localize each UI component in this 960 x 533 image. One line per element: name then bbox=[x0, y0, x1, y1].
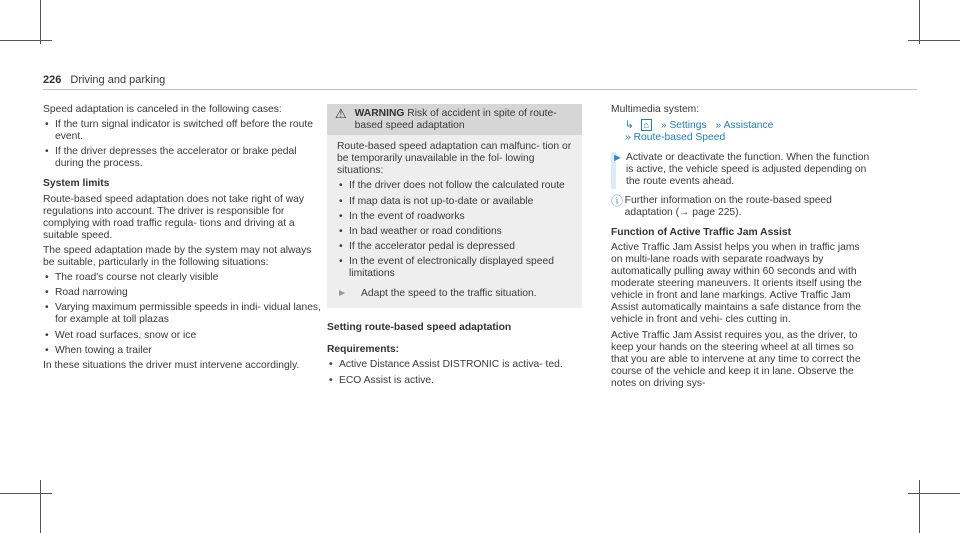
chevron-icon: » bbox=[715, 120, 722, 132]
list-item: • Active Distance Assist DISTRONIC is activa- ted. bbox=[327, 359, 582, 371]
list-item: • If the turn signal indicator is switched off before the route event. bbox=[43, 119, 323, 143]
action-bar bbox=[611, 152, 623, 188]
action-arrow-icon: ► bbox=[612, 152, 623, 165]
warning-title: Risk of accident in spite of route-based speed adaptation bbox=[354, 108, 557, 132]
warning-box bbox=[327, 104, 582, 308]
home-icon: ⌂ bbox=[641, 119, 652, 131]
list-item: • The road's course not clearly visible bbox=[43, 272, 323, 284]
multimedia-label: Multimedia system: bbox=[611, 104, 700, 115]
action-text: Activate or deactivate the function. When the function is active, the vehicle speed is adjusted depending on the route events ahead. bbox=[625, 152, 870, 188]
action-arrow-icon: ► bbox=[337, 288, 348, 300]
cancel-intro: Speed adaptation is canceled in the following cases: bbox=[43, 104, 282, 115]
menu-settings: Settings bbox=[669, 120, 707, 132]
menu-assistance: Assistance bbox=[723, 120, 774, 132]
warning-label: WARNING bbox=[354, 108, 405, 119]
list-item: • When towing a trailer bbox=[43, 345, 323, 357]
warning-header bbox=[327, 104, 582, 135]
list-item: • ECO Assist is active. bbox=[327, 375, 582, 387]
column-left bbox=[43, 104, 323, 375]
tja-heading: Function of Active Traffic Jam Assist bbox=[611, 226, 792, 238]
warning-body bbox=[327, 135, 582, 308]
page-number: 226 bbox=[43, 74, 62, 86]
crop-mark bbox=[40, 0, 41, 44]
system-limits-heading: System limits bbox=[43, 178, 110, 190]
crop-mark bbox=[919, 0, 920, 44]
list-item: • Road narrowing bbox=[43, 287, 323, 299]
crop-mark bbox=[40, 480, 41, 533]
warning-action-text: Adapt the speed to the traffic situation. bbox=[361, 288, 537, 300]
list-item: • In the event of electronically displayed speed limitations bbox=[337, 256, 574, 280]
info-note bbox=[611, 195, 873, 219]
menu-route-based-speed: Route-based Speed bbox=[633, 132, 726, 144]
requirements-heading: Requirements: bbox=[327, 344, 400, 356]
list-item: • Varying maximum permissible speeds in indi- vidual lanes, for example at toll plazas bbox=[43, 302, 323, 326]
requirements-list bbox=[327, 359, 582, 386]
column-middle bbox=[327, 104, 582, 390]
warning-list bbox=[337, 180, 574, 280]
suitability-text: The speed adaptation made by the system may not always be suitable, particularly in the following situations: bbox=[43, 244, 312, 269]
action-step bbox=[611, 152, 873, 188]
crop-mark bbox=[919, 480, 920, 533]
warning-intro: Route-based speed adaptation can malfunc- tion or be temporarily unavailable in the fol- lowing situations: bbox=[337, 141, 572, 177]
list-item: • If the driver does not follow the calculated route bbox=[337, 180, 574, 192]
header-rule bbox=[43, 89, 917, 90]
setting-heading: Setting route-based speed adaptation bbox=[327, 322, 512, 334]
list-item: • In bad weather or road conditions bbox=[337, 226, 574, 238]
chevron-icon: » bbox=[660, 120, 667, 132]
closing-text: In these situations the driver must intervene accordingly. bbox=[43, 359, 300, 371]
crop-mark bbox=[908, 40, 960, 41]
system-limits-text: Route-based speed adaptation does not take right of way regulations into account. The driver is responsible for complying with road traffic regula- tions and driving at a suitable speed. bbox=[43, 193, 305, 241]
warning-action bbox=[337, 288, 574, 300]
chevron-icon: » bbox=[625, 132, 631, 144]
menu-path bbox=[625, 119, 873, 132]
tja-text-1: Active Traffic Jam Assist helps you when in traffic jams on multi-lane roads with separate roadways by automatically pulling away within 60 seconds and with moderate steering maneuvers. It orients itself using the vehicle in front and lane markings. Active Traffic Jam Assist automatically maintains a safe distance from the vehicle in front and vehi- cles cutting in. bbox=[611, 241, 862, 326]
crop-mark bbox=[0, 40, 52, 41]
list-item: • If map data is not up-to-date or available bbox=[337, 196, 574, 208]
tja-text-2: Active Traffic Jam Assist requires you, as the driver, to keep your hands on the steering wheel at all times so that you are able to intervene at any time to correct the course of the vehicle and keep it in lane. Observe the notes on driving sys- bbox=[611, 329, 861, 389]
crop-mark bbox=[908, 493, 960, 494]
list-item: • Wet road surfaces, snow or ice bbox=[43, 330, 323, 342]
list-item: • If the accelerator pedal is depressed bbox=[337, 241, 574, 253]
page-header bbox=[43, 74, 165, 86]
column-right bbox=[611, 104, 873, 393]
section-title: Driving and parking bbox=[70, 74, 166, 86]
info-text: Further information on the route-based speed adaptation (→ page 225). bbox=[624, 194, 832, 218]
cancel-list bbox=[43, 119, 323, 170]
enter-arrow-icon: ↳ bbox=[625, 120, 634, 132]
info-icon: ⓘ bbox=[611, 193, 624, 208]
list-item: • If the driver depresses the accelerator or brake pedal during the process. bbox=[43, 146, 323, 170]
crop-mark bbox=[0, 493, 52, 494]
list-item: • In the event of roadworks bbox=[337, 211, 574, 223]
menu-path-2 bbox=[625, 132, 873, 144]
warning-triangle-icon: ⚠ bbox=[335, 106, 347, 121]
situations-list bbox=[43, 272, 323, 357]
